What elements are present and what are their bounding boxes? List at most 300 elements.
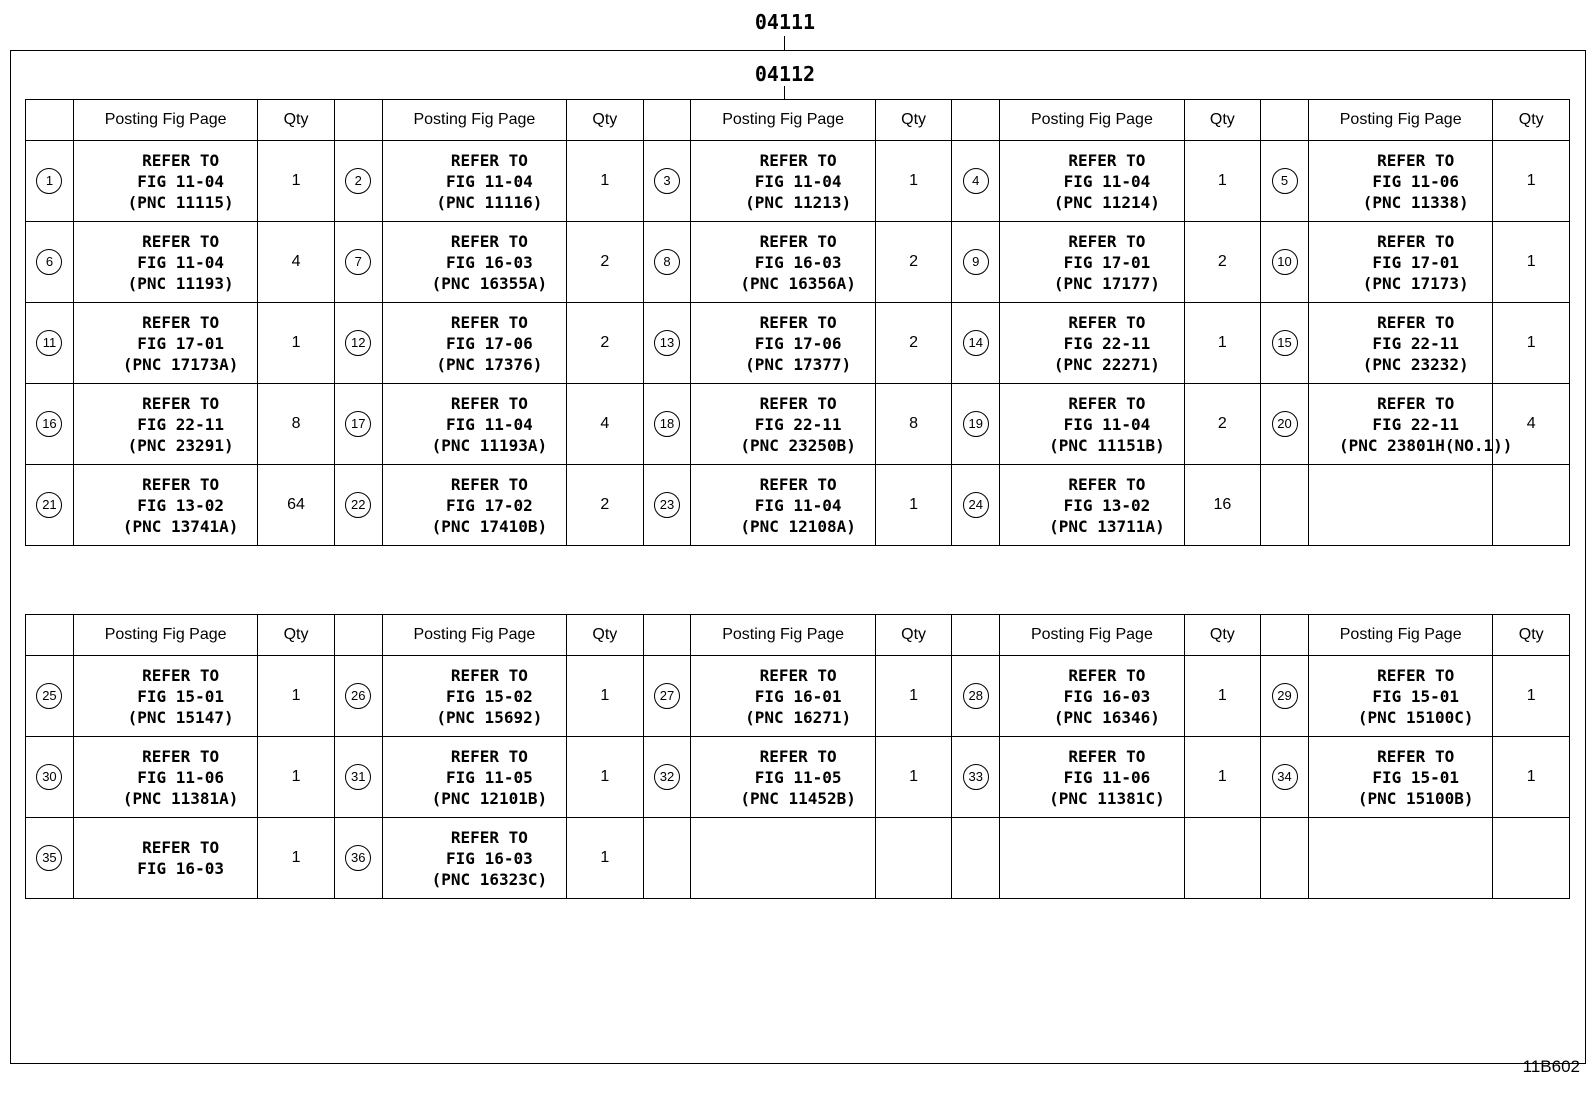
item-number-badge: 11 [36,330,62,356]
reference-line: FIG 11-06 [1372,171,1460,191]
item-number-badge: 7 [345,249,371,275]
item-number-badge: 6 [36,249,62,275]
item-number-cell [643,141,691,222]
qty-cell: 1 [1184,737,1260,818]
reference-line: REFER TO [450,474,528,494]
item-number-badge: 31 [345,764,371,790]
item-number-badge: 19 [963,411,989,437]
reference-line: REFER TO [142,231,220,251]
reference-line: FIG 11-04 [1063,171,1151,191]
item-number-cell [643,737,691,818]
item-number-cell [334,465,382,546]
qty-cell: 2 [875,222,951,303]
header-number-cell [643,615,691,656]
reference-line: FIG 15-02 [446,686,533,706]
item-number-cell [952,465,1000,546]
qty-cell: 1 [567,818,643,899]
reference-line: FIG 16-03 [446,848,533,868]
reference-cell [382,465,566,546]
item-number-cell [643,465,691,546]
reference-line: (PNC 15692) [436,707,543,727]
reference-line: FIG 22-11 [754,414,842,434]
reference-cell [73,303,257,384]
reference-line: REFER TO [142,746,220,766]
item-number-badge: 8 [654,249,680,275]
item-number-cell [26,222,74,303]
qty-cell: 2 [567,465,643,546]
qty-cell: 2 [567,222,643,303]
qty-cell: 8 [875,384,951,465]
header-number-cell [952,615,1000,656]
parts-table-2 [25,614,1570,899]
item-number-badge: 9 [963,249,989,275]
reference-line: (PNC 13711A) [1049,516,1165,536]
reference-line: (PNC 11381C) [1049,788,1165,808]
reference-line: (PNC 11381A) [122,788,239,808]
table-row [26,141,1570,222]
item-number-badge: 36 [345,845,371,871]
header-qty: Qty [1493,615,1570,656]
item-number-cell [26,818,74,899]
reference-line: FIG 13-02 [1063,495,1151,515]
reference-line: (PNC 23232) [1362,354,1469,374]
header-posting-fig-page: Posting Fig Page [1000,615,1184,656]
item-number-cell [952,141,1000,222]
qty-cell: 1 [1493,656,1570,737]
reference-line: (PNC 15147) [127,707,234,727]
reference-cell [1000,384,1184,465]
reference-cell [1000,222,1184,303]
reference-cell [382,818,566,899]
reference-line: (PNC 16356A) [740,273,856,293]
reference-line: REFER TO [1377,393,1455,413]
item-number-badge: 22 [345,492,371,518]
item-number-badge: 21 [36,492,62,518]
reference-line: FIG 22-11 [1063,333,1151,353]
header-posting-fig-page: Posting Fig Page [691,100,875,141]
item-number-cell [26,465,74,546]
reference-line: REFER TO [1068,474,1146,494]
reference-line: (PNC 15100C) [1357,707,1474,727]
assembly-label-04111: 04111 [754,10,816,34]
item-number-cell [643,303,691,384]
reference-line: REFER TO [450,393,528,413]
item-number-badge: 23 [654,492,680,518]
qty-cell: 1 [258,303,334,384]
reference-line: REFER TO [450,746,528,766]
qty-cell: 1 [1184,141,1260,222]
reference-cell [1308,818,1492,899]
reference-line: REFER TO [1377,150,1455,170]
reference-cell [73,465,257,546]
item-number-badge: 24 [963,492,989,518]
item-number-badge: 18 [654,411,680,437]
item-number-badge: 26 [345,683,371,709]
reference-line: (PNC 13741A) [122,516,239,536]
figure-code: 11B602 [1522,1057,1580,1076]
header-number-cell [26,100,74,141]
reference-line: (PNC 23801H(NO.1)) [1338,435,1513,455]
item-number-badge: 28 [963,683,989,709]
header-qty: Qty [875,615,951,656]
qty-cell [875,818,951,899]
item-number-cell [952,818,1000,899]
qty-cell: 1 [1184,656,1260,737]
item-number-badge: 32 [654,764,680,790]
reference-line: (PNC 17173) [1362,273,1469,293]
reference-line: FIG 17-02 [446,495,533,515]
reference-cell [1000,656,1184,737]
reference-line: (PNC 11452B) [740,788,856,808]
reference-line: FIG 16-03 [1063,686,1151,706]
reference-line: FIG 16-03 [754,252,842,272]
reference-line: REFER TO [450,827,528,847]
header-posting-fig-page: Posting Fig Page [73,100,257,141]
qty-cell: 1 [567,141,643,222]
header-number-cell [952,100,1000,141]
item-number-cell [334,222,382,303]
table-row [26,465,1570,546]
qty-cell: 4 [258,222,334,303]
reference-line: FIG 13-02 [137,495,224,515]
reference-cell [73,141,257,222]
qty-cell: 4 [1493,384,1570,465]
qty-cell: 16 [1184,465,1260,546]
header-qty: Qty [258,100,334,141]
header-number-cell [26,615,74,656]
reference-line: (PNC 11193) [127,273,234,293]
reference-line: FIG 16-03 [446,252,533,272]
reference-line: REFER TO [142,838,220,857]
header-number-cell [334,100,382,141]
header-qty: Qty [1184,100,1260,141]
qty-cell: 1 [875,656,951,737]
qty-cell: 1 [258,656,334,737]
table-row [26,818,1570,899]
item-number-badge: 16 [36,411,62,437]
reference-line: REFER TO [142,150,220,170]
item-number-badge: 3 [654,168,680,194]
item-number-badge: 1 [36,168,62,194]
reference-line: REFER TO [1377,231,1455,251]
reference-line: REFER TO [1068,312,1146,332]
reference-line: FIG 17-01 [1372,252,1460,272]
reference-cell [1308,656,1492,737]
reference-cell [382,656,566,737]
reference-line: REFER TO [142,312,220,332]
reference-line: REFER TO [759,474,837,494]
item-number-cell [334,737,382,818]
reference-cell [1000,141,1184,222]
reference-line: (PNC 11214) [1053,192,1160,212]
table-row [26,222,1570,303]
reference-line: FIG 17-01 [137,333,224,353]
header-posting-fig-page: Posting Fig Page [382,615,566,656]
reference-line: FIG 17-06 [446,333,533,353]
header-qty: Qty [1493,100,1570,141]
reference-cell [382,303,566,384]
reference-line: REFER TO [142,474,220,494]
header-posting-fig-page: Posting Fig Page [73,615,257,656]
reference-cell [1308,737,1492,818]
reference-line: (PNC 23291) [127,435,234,455]
reference-line: FIG 11-04 [754,171,842,191]
reference-cell [73,818,257,899]
reference-line: (PNC 12101B) [431,788,548,808]
reference-line: (PNC 16271) [745,707,852,727]
reference-line: (PNC 17376) [436,354,543,374]
item-number-cell [334,303,382,384]
item-number-badge: 35 [36,845,62,871]
reference-line: FIG 11-04 [446,171,533,191]
item-number-badge: 2 [345,168,371,194]
qty-cell: 1 [875,141,951,222]
reference-line: (PNC 11338) [1362,192,1469,212]
header-qty: Qty [1184,615,1260,656]
item-number-badge: 5 [1272,168,1298,194]
item-number-cell [26,141,74,222]
reference-line: REFER TO [450,665,528,685]
reference-line: FIG 17-01 [1063,252,1151,272]
reference-cell [691,222,875,303]
reference-line: FIG 22-11 [137,414,224,434]
header-number-cell [643,100,691,141]
header-posting-fig-page: Posting Fig Page [1308,615,1492,656]
header-number-cell [1261,615,1309,656]
item-number-cell [952,656,1000,737]
item-number-cell [26,303,74,384]
qty-cell: 1 [258,818,334,899]
reference-line: (PNC 23250B) [740,435,856,455]
item-number-cell [643,818,691,899]
reference-line: FIG 16-03 [137,859,224,878]
item-number-badge: 20 [1272,411,1298,437]
reference-line: (PNC 15100B) [1357,788,1474,808]
item-number-badge: 17 [345,411,371,437]
item-number-cell [334,818,382,899]
qty-cell: 1 [875,737,951,818]
qty-cell: 1 [1493,737,1570,818]
reference-cell [691,737,875,818]
header-qty: Qty [567,100,643,141]
header-qty: Qty [258,615,334,656]
reference-line: (PNC 17177) [1053,273,1160,293]
reference-cell [1308,465,1492,546]
reference-line: FIG 11-05 [446,767,533,787]
reference-line: (PNC 11151B) [1049,435,1165,455]
item-number-cell [643,384,691,465]
reference-line: FIG 11-06 [137,767,224,787]
reference-cell [1000,818,1184,899]
reference-line: REFER TO [450,150,528,170]
item-number-cell [1261,222,1309,303]
reference-line: (PNC 11213) [745,192,852,212]
reference-line: FIG 11-04 [446,414,533,434]
reference-line: REFER TO [759,231,837,251]
reference-line: FIG 17-06 [754,333,842,353]
qty-cell: 1 [567,737,643,818]
qty-cell: 1 [567,656,643,737]
header-number-cell [334,615,382,656]
reference-line: (PNC 16346) [1053,707,1160,727]
qty-cell: 1 [1493,222,1570,303]
reference-line: FIG 15-01 [1372,686,1460,706]
item-number-badge: 30 [36,764,62,790]
reference-cell [691,465,875,546]
reference-cell [1000,737,1184,818]
reference-line: REFER TO [1068,746,1146,766]
reference-line: (PNC 11193A) [431,435,548,455]
item-number-cell [1261,818,1309,899]
leader-line-04112 [784,86,785,99]
table-row [26,656,1570,737]
item-number-cell [1261,303,1309,384]
qty-cell: 2 [875,303,951,384]
qty-cell: 1 [1493,141,1570,222]
header-posting-fig-page: Posting Fig Page [382,100,566,141]
header-number-cell [1261,100,1309,141]
item-number-badge: 27 [654,683,680,709]
reference-line: REFER TO [759,312,837,332]
reference-cell [73,384,257,465]
header-row [26,100,1570,141]
item-number-badge: 4 [963,168,989,194]
reference-cell [382,141,566,222]
qty-cell: 1 [1493,303,1570,384]
qty-cell: 8 [258,384,334,465]
reference-cell [691,303,875,384]
qty-cell [1184,818,1260,899]
header-posting-fig-page: Posting Fig Page [691,615,875,656]
reference-line: (PNC 11116) [436,192,543,212]
item-number-cell [1261,141,1309,222]
reference-line: FIG 11-04 [137,252,224,272]
qty-cell: 2 [567,303,643,384]
item-number-badge: 13 [654,330,680,356]
item-number-cell [1261,465,1309,546]
reference-line: FIG 22-11 [1372,333,1460,353]
item-number-badge: 25 [36,683,62,709]
reference-cell [73,737,257,818]
reference-line: FIG 22-11 [1372,414,1460,434]
reference-line: REFER TO [759,665,837,685]
reference-cell [1000,303,1184,384]
item-number-cell [26,656,74,737]
header-qty: Qty [567,615,643,656]
reference-cell [1308,384,1513,465]
reference-line: REFER TO [1377,746,1455,766]
reference-line: FIG 11-06 [1063,767,1151,787]
parts-table-1 [25,99,1570,546]
reference-cell [691,818,875,899]
reference-line: FIG 11-04 [137,171,224,191]
reference-line: REFER TO [1377,665,1455,685]
reference-line: REFER TO [1068,231,1146,251]
reference-line: FIG 15-01 [137,686,224,706]
item-number-cell [334,656,382,737]
reference-cell [1000,465,1184,546]
reference-line: REFER TO [759,150,837,170]
qty-cell: 1 [875,465,951,546]
reference-line: REFER TO [142,393,220,413]
reference-cell [73,222,257,303]
reference-cell [1308,303,1492,384]
item-number-badge: 15 [1272,330,1298,356]
reference-line: REFER TO [142,665,220,685]
reference-line: (PNC 17377) [745,354,852,374]
reference-cell [382,737,566,818]
qty-cell: 1 [1184,303,1260,384]
leader-line-04111 [784,36,785,50]
item-number-cell [334,141,382,222]
reference-line: (PNC 22271) [1053,354,1160,374]
reference-line: (PNC 17410B) [431,516,548,536]
header-posting-fig-page: Posting Fig Page [1308,100,1492,141]
assembly-label-04112: 04112 [754,62,816,86]
reference-cell [691,656,875,737]
reference-line: REFER TO [450,312,528,332]
item-number-cell [643,222,691,303]
reference-line: FIG 11-04 [1063,414,1151,434]
reference-line: FIG 11-05 [754,767,842,787]
reference-cell [1308,222,1492,303]
item-number-badge: 29 [1272,683,1298,709]
item-number-cell [26,737,74,818]
item-number-cell [1261,384,1309,465]
item-number-cell [26,384,74,465]
header-qty: Qty [875,100,951,141]
item-number-cell [952,384,1000,465]
item-number-cell [1261,656,1309,737]
reference-line: REFER TO [1068,150,1146,170]
reference-line: (PNC 17173A) [122,354,239,374]
reference-cell [691,384,875,465]
item-number-cell [952,737,1000,818]
qty-cell: 2 [1184,222,1260,303]
reference-line: (PNC 11115) [127,192,234,212]
table-row [26,384,1570,465]
reference-line: FIG 11-04 [754,495,842,515]
reference-cell [73,656,257,737]
header-posting-fig-page: Posting Fig Page [1000,100,1184,141]
reference-line: REFER TO [1068,665,1146,685]
reference-cell [691,141,875,222]
qty-cell: 64 [258,465,334,546]
qty-cell: 1 [258,737,334,818]
reference-cell [1308,141,1492,222]
reference-line: REFER TO [759,746,837,766]
reference-line: REFER TO [759,393,837,413]
reference-line: FIG 16-01 [754,686,842,706]
table-row [26,737,1570,818]
item-number-cell [643,656,691,737]
qty-cell [1493,465,1570,546]
reference-line: REFER TO [1068,393,1146,413]
reference-line: REFER TO [450,231,528,251]
item-number-badge: 14 [963,330,989,356]
table-row [26,303,1570,384]
item-number-cell [952,303,1000,384]
item-number-badge: 10 [1272,249,1298,275]
reference-line: FIG 15-01 [1372,767,1460,787]
reference-line: (PNC 16355A) [431,273,548,293]
qty-cell: 1 [258,141,334,222]
reference-line: REFER TO [1377,312,1455,332]
qty-cell: 4 [567,384,643,465]
reference-line: (PNC 12108A) [740,516,856,536]
item-number-cell [952,222,1000,303]
reference-cell [382,222,566,303]
